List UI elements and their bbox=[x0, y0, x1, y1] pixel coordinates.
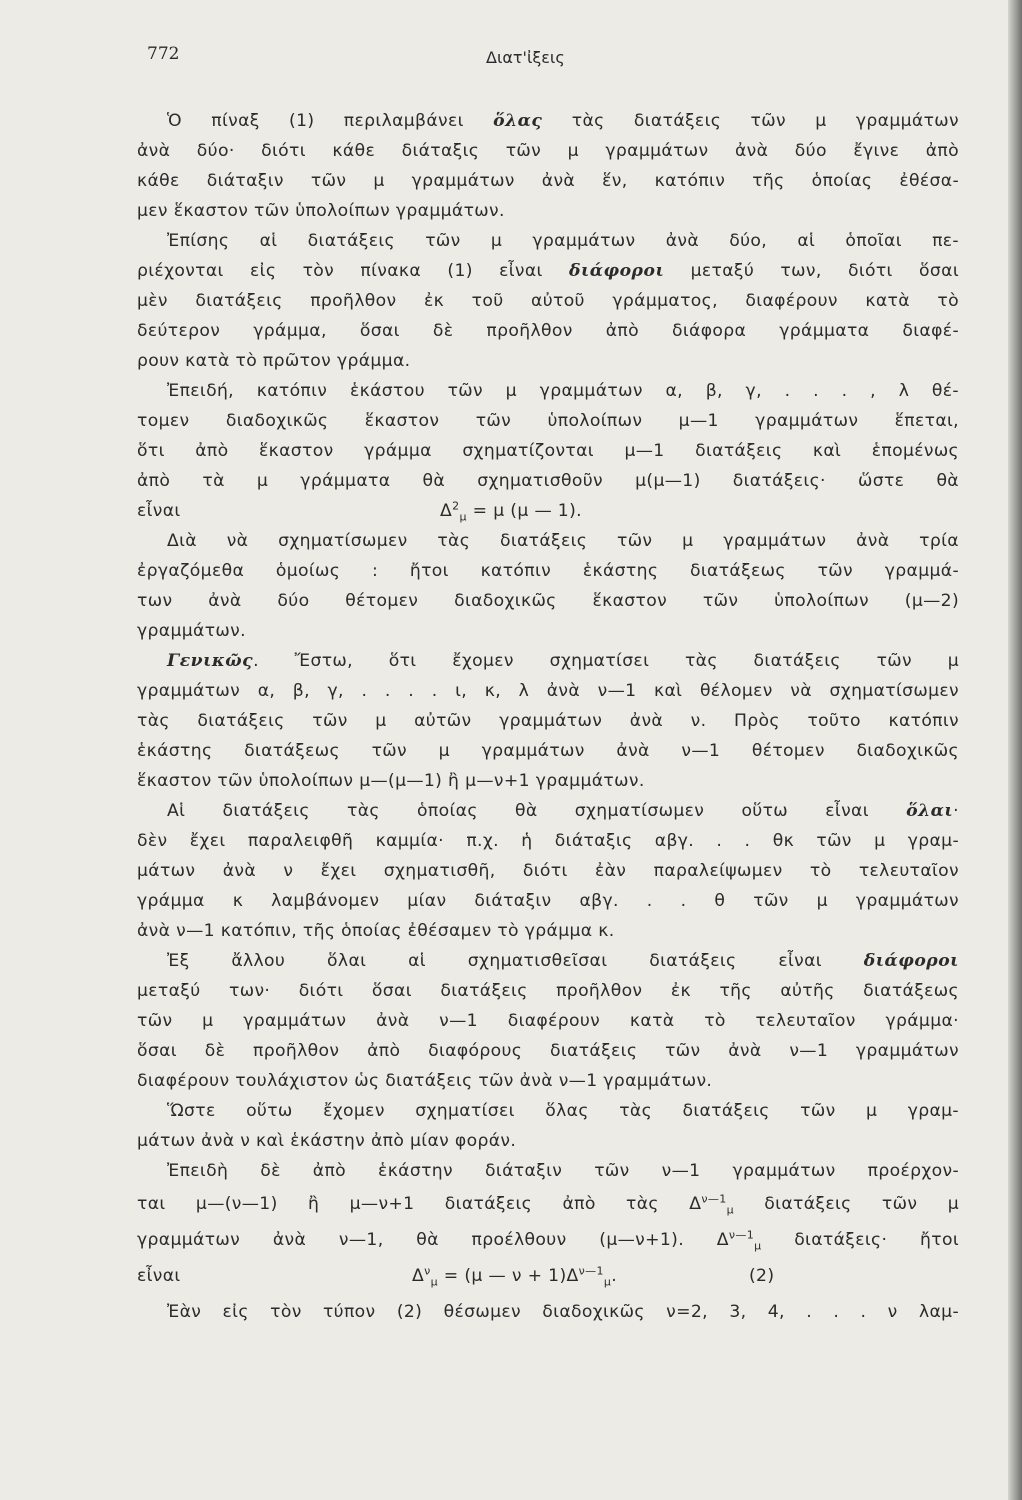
text-line: ριέχονται εἰς τὸν πίνακα (1) εἶναι διάφοροι μεταξύ των, διότι ὅσαι bbox=[137, 261, 959, 281]
text-line: ἕκαστον τῶν ὑπολοίπων μ—(μ—1) ἢ μ—ν+1 γραμμάτων. bbox=[137, 771, 645, 791]
page-edge-shadow bbox=[1008, 0, 1022, 1500]
emphasis: ὅλας bbox=[493, 111, 543, 131]
equation-number: (2) bbox=[749, 1266, 775, 1286]
text-line: κάθε διάταξιν τῶν μ γραμμάτων ἀνὰ ἕν, κατόπιν τῆς ὁποίας ἐθέσα- bbox=[137, 171, 959, 191]
text-line: Γενικῶς. Ἔστω, ὅτι ἔχομεν σχηματίσει τὰς διατάξεις τῶν μ bbox=[167, 651, 959, 671]
text-line: Ἐὰν εἰς τὸν τύπον (2) θέσωμεν διαδοχικῶς ν=2, 3, 4, . . . ν λαμ- bbox=[167, 1302, 959, 1322]
emphasis: ὅλαι bbox=[906, 801, 954, 821]
text-line: Ἐπίσης αἱ διατάξεις τῶν μ γραμμάτων ἀνὰ δύο, αἱ ὁποῖαι πε- bbox=[167, 231, 959, 251]
text-line: μάτων ἀνὰ ν ἔχει σχηματισθῆ, διότι ἐὰν παραλείψωμεν τὸ τελευταῖον bbox=[137, 861, 959, 881]
text-line: ἑκάστης διατάξεως τῶν μ γραμμάτων ἀνὰ ν—1 θέτομεν διαδοχικῶς bbox=[137, 741, 959, 761]
text-line: Ὥστε οὕτω ἔχομεν σχηματίσει ὅλας τὰς διατάξεις τῶν μ γραμ- bbox=[167, 1101, 959, 1121]
formula-1: $\Delta^2_\mu = \mu$ (μ — 1). bbox=[440, 499, 582, 524]
formula-line: εἶναι $\Delta^\nu_\mu = (\mu$ — $\nu + 1)\Delta^{\nu—1}_\mu$. (2) bbox=[137, 1258, 959, 1294]
text-line: μὲν διατάξεις προῆλθον ἐκ τοῦ αὐτοῦ γράμματος, διαφέρουν κατὰ τὸ bbox=[137, 291, 959, 311]
running-title: Διατ'ἰξεις bbox=[486, 48, 565, 67]
text-line: Ἐπειδή, κατόπιν ἑκάστου τῶν μ γραμμάτων α, β, γ, . . . , λ θέ- bbox=[167, 381, 959, 401]
page-header bbox=[0, 44, 1022, 74]
text-line: διαφέρουν τουλάχιστον ὡς διατάξεις τῶν ἀνὰ ν—1 γραμμάτων. bbox=[137, 1071, 713, 1091]
text-line: ρουν κατὰ τὸ πρῶτον γράμμα. bbox=[137, 351, 411, 371]
emphasis: Γενικῶς bbox=[167, 651, 254, 671]
text-line: ἀνὰ δύο· διότι κάθε διάταξις τῶν μ γραμμάτων ἀνὰ δύο ἔγινε ἀπὸ bbox=[137, 141, 959, 161]
text-line: γραμμάτων. bbox=[137, 621, 246, 641]
text-line: μάτων ἀνὰ ν καὶ ἑκάστην ἀπὸ μίαν φοράν. bbox=[137, 1131, 517, 1151]
text-line: τὰς διατάξεις τῶν μ αὐτῶν γραμμάτων ἀνὰ ν. Πρὸς τοῦτο κατόπιν bbox=[137, 711, 959, 731]
text-line: Ἐξ ἄλλου ὅλαι αἱ σχηματισθεῖσαι διατάξεις εἶναι διάφοροι bbox=[167, 951, 959, 971]
text-line: Αἱ διατάξεις τὰς ὁποίας θὰ σχηματίσωμεν οὕτω εἶναι ὅλαι· bbox=[167, 801, 959, 821]
text-line: δὲν ἔχει παραλειφθῆ καμμία· π.χ. ἡ διάταξις αβγ. . . θκ τῶν μ γραμ- bbox=[137, 831, 959, 851]
text-line: των ἀνὰ δύο θέτομεν διαδοχικῶς ἕκαστον τῶν ὑπολοίπων (μ—2) bbox=[137, 591, 959, 611]
text-line: τῶν μ γραμμάτων ἀνὰ ν—1 διαφέρουν κατὰ τὸ τελευταῖον γράμμα· bbox=[137, 1011, 959, 1031]
text-line: Ἐπειδὴ δὲ ἀπὸ ἑκάστην διάταξιν τῶν ν—1 γραμμάτων προέρχον- bbox=[167, 1161, 959, 1181]
formula-2: $\Delta^\nu_\mu = (\mu$ — $\nu + 1)\Delta^{\nu—1}_\mu$. bbox=[412, 1264, 618, 1289]
text-line: ὅσαι δὲ προῆλθον ἀπὸ διαφόρους διατάξεις τῶν ἀνὰ ν—1 γραμμάτων bbox=[137, 1041, 959, 1061]
formula-line: εἶναι $\Delta^2_\mu = \mu$ (μ — 1). bbox=[137, 496, 959, 526]
emphasis: διάφοροι bbox=[863, 951, 959, 971]
body-text bbox=[137, 106, 959, 1330]
text-line: ται μ—(ν—1) ἢ μ—ν+1 διατάξεις ἀπὸ τὰς $\Delta^{\nu—1}_\mu$ διατάξεις τῶν μ bbox=[137, 1192, 959, 1217]
text-line: Ὁ πίναξ (1) περιλαμβάνει ὅλας τὰς διατάξεις τῶν μ γραμμάτων bbox=[167, 111, 960, 131]
text-line: μεν ἕκαστον τῶν ὑπολοίπων γραμμάτων. bbox=[137, 201, 505, 221]
text-line: ὅτι ἀπὸ ἕκαστον γράμμα σχηματίζονται μ—1 διατάξεις καὶ ἑπομένως bbox=[137, 441, 959, 461]
text-line: μεταξύ των· διότι ὅσαι διατάξεις προῆλθον ἐκ τῆς αὐτῆς διατάξεως bbox=[137, 981, 959, 1001]
text-line: γραμμάτων α, β, γ, . . . . ι, κ, λ ἀνὰ ν—1 καὶ θέλομεν νὰ σχηματίσωμεν bbox=[137, 681, 959, 701]
text-line: ἀπὸ τὰ μ γράμματα θὰ σχηματισθοῦν μ(μ—1) διατάξεις· ὥστε θὰ bbox=[137, 471, 959, 491]
page-number: 772 bbox=[147, 44, 180, 64]
text-line: ἀνὰ ν—1 κατόπιν, τῆς ὁποίας ἐθέσαμεν τὸ γράμμα κ. bbox=[137, 921, 615, 941]
text-line: τομεν διαδοχικῶς ἕκαστον τῶν ὑπολοίπων μ—1 γραμμάτων ἕπεται, bbox=[137, 411, 959, 431]
text-line: δεύτερον γράμμα, ὅσαι δὲ προῆλθον ἀπὸ διάφορα γράμματα διαφέ- bbox=[137, 321, 959, 341]
text-line: γραμμάτων ἀνὰ ν—1, θὰ προέλθουν (μ—ν+1). $\Delta^{\nu—1}_\mu$ διατάξεις· ἤτοι bbox=[137, 1228, 959, 1253]
emphasis: διάφοροι bbox=[569, 261, 665, 281]
text-line: Διὰ νὰ σχηματίσωμεν τὰς διατάξεις τῶν μ γραμμάτων ἀνὰ τρία bbox=[167, 531, 959, 551]
text-line: γράμμα κ λαμβάνομεν μίαν διάταξιν αβγ. . . θ τῶν μ γραμμάτων bbox=[137, 891, 959, 911]
text-line: ἐργαζόμεθα ὁμοίως : ἤτοι κατόπιν ἑκάστης διατάξεως τῶν γραμμά- bbox=[137, 561, 959, 581]
